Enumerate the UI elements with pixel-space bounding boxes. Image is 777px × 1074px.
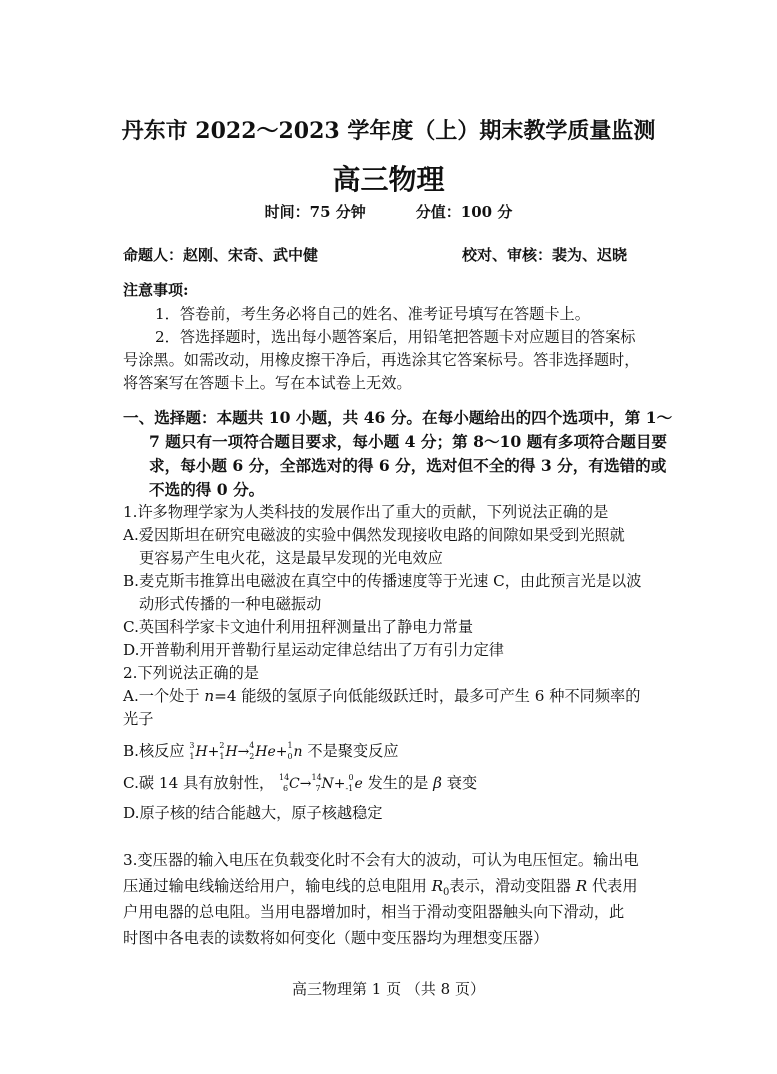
section-heading-line: 7 题只有一项符合题目要求，每小题 4 分；第 8～10 题有多项符合题目要 (149, 432, 668, 451)
notice-line: 将答案写在答题卡上。写在本试卷上无效。 (123, 374, 412, 392)
notice-heading: 注意事项: (123, 281, 189, 299)
nuclide-charge: 6 (283, 784, 289, 793)
nuclide-mass: 3 (189, 741, 195, 750)
q3-l2-prefix: 压通过输电线输送给用户，输电线的总电阻用 (123, 877, 432, 895)
q3-l2-suffix: 代表用 (587, 877, 638, 895)
nuclide-symbol: H (195, 744, 208, 760)
q1-option-a-cont: 更容易产生电火花，这是最早发现的光电效应 (139, 549, 443, 567)
q1-option-b: B.麦克斯韦推算出电磁波在真空中的传播速度等于光速 C，由此预言光是以波 (123, 572, 642, 590)
q3-line: 3.变压器的输入电压在负载变化时不会有大的波动，可认为电压恒定。输出电 (123, 851, 639, 869)
section-heading-line: 一、选择题：本题共 10 小题，共 46 分。在每小题给出的四个选项中，第 1～ (123, 408, 673, 427)
nuclide-charge: 1 (219, 752, 225, 761)
section-heading-line: 求，每小题 6 分，全部选对的得 6 分，选对但不全的得 3 分，有选错的或 (149, 456, 667, 475)
notice-line: 1．答卷前，考生务必将自己的姓名、准考证号填写在答题卡上。 (155, 305, 590, 323)
q1-option-a: A.爱因斯坦在研究电磁波的实验中偶然发现接收电路的间隙如果受到光照就 (123, 526, 625, 544)
q3-line: 户用电器的总电阻。当用电器增加时，相当于滑动变阻器触头向下滑动，此 (123, 903, 625, 921)
section-heading-line: 不选的得 0 分。 (149, 480, 265, 499)
q2-option-a (123, 685, 640, 706)
formula-plus: + (275, 744, 288, 760)
subject-title: 高三物理 (332, 163, 445, 196)
q3-line: 时图中各电表的读数将如何变化（题中变压器均为理想变压器） (123, 929, 549, 947)
rheostat-symbol: R (575, 877, 588, 895)
q2-c-suffix: 衰变 (441, 774, 478, 792)
q2-c-prefix: C.碳 14 具有放射性， (123, 774, 280, 792)
nuclide-charge: 2 (249, 752, 255, 761)
nuclide-charge: 1 (189, 752, 195, 761)
q2-a-n: n (204, 687, 215, 705)
nuclide-mass: 14 (311, 773, 322, 782)
q2-a-rest: =4 能级的氢原子向低能级跃迁时，最多可产生 6 种不同频率的 (214, 687, 641, 705)
nuclide-mass: 14 (279, 773, 290, 782)
q2-c-formula (279, 773, 363, 793)
exam-meta (0, 201, 777, 222)
formula-arrow: → (299, 776, 312, 792)
reviewers: 校对、审核：裴为、迟晓 (462, 246, 628, 264)
nuclide-charge: 7 (315, 784, 321, 793)
exam-time: 时间：75 分钟 (264, 203, 366, 221)
q2-option-c (123, 772, 477, 793)
q1-option-d: D.开普勒利用开普勒行星运动定律总结出了万有引力定律 (123, 641, 504, 659)
formula-plus: + (333, 776, 346, 792)
q2-a-prefix: A.一个处于 (123, 687, 205, 705)
q2-c-mid: 发生的是 (362, 774, 434, 792)
notice-line: 2．答选择题时，选出每小题答案后，用铅笔把答题卡对应题目的答案标 (155, 328, 636, 346)
q2-option-d: D.原子核的结合能越大，原子核越稳定 (123, 804, 383, 822)
q1-option-b-cont: 动形式传播的一种电磁振动 (139, 595, 322, 613)
resistor-symbol: R (431, 877, 444, 895)
nuclide-mass: 1 (287, 741, 293, 750)
nuclide-mass: 2 (219, 741, 225, 750)
authors: 命题人：赵刚、宋奇、武中健 (123, 246, 319, 264)
nuclide-charge: -1 (345, 784, 354, 793)
q2-b-suffix: 不是聚变反应 (302, 742, 399, 760)
nuclide-symbol: H (225, 744, 238, 760)
nuclide-charge: 0 (287, 752, 293, 761)
q2-option-b (123, 740, 399, 761)
q3-l2-mid: 表示，滑动变阻器 (449, 877, 576, 895)
q1-option-c: C.英国科学家卡文迪什利用扭秤测量出了静电力常量 (123, 618, 474, 636)
nuclide-symbol: He (255, 744, 276, 760)
nuclide-symbol: N (321, 776, 334, 792)
nuclide-symbol: C (289, 776, 300, 792)
resistor-subscript: 0 (443, 887, 450, 899)
q2-option-a-cont: 光子 (123, 710, 154, 728)
nuclide-symbol: e (354, 776, 363, 792)
notice-line: 号涂黑。如需改动，用橡皮擦干净后，再选涂其它答案标号。答非选择题时， (123, 351, 640, 369)
q3-line (123, 875, 638, 898)
exam-title: 丹东市 2022～2023 学年度（上）期末教学质量监测 (121, 118, 656, 144)
nuclide-mass: 0 (348, 773, 354, 782)
formula-arrow: → (237, 744, 250, 760)
q2-b-formula (189, 741, 303, 761)
q2-b-prefix: B.核反应 (123, 742, 190, 760)
nuclide-mass: 4 (249, 741, 255, 750)
q1-stem: 1.许多物理学家为人类科技的发展作出了重大的贡献，下列说法正确的是 (123, 503, 609, 521)
exam-score: 分值：100 分 (415, 203, 513, 221)
q2-stem: 2.下列说法正确的是 (123, 664, 259, 682)
page-footer: 高三物理第 1 页 （共 8 页） (292, 980, 485, 998)
formula-plus: + (207, 744, 220, 760)
nuclide-symbol: n (293, 744, 303, 760)
beta-symbol: β (433, 774, 442, 792)
